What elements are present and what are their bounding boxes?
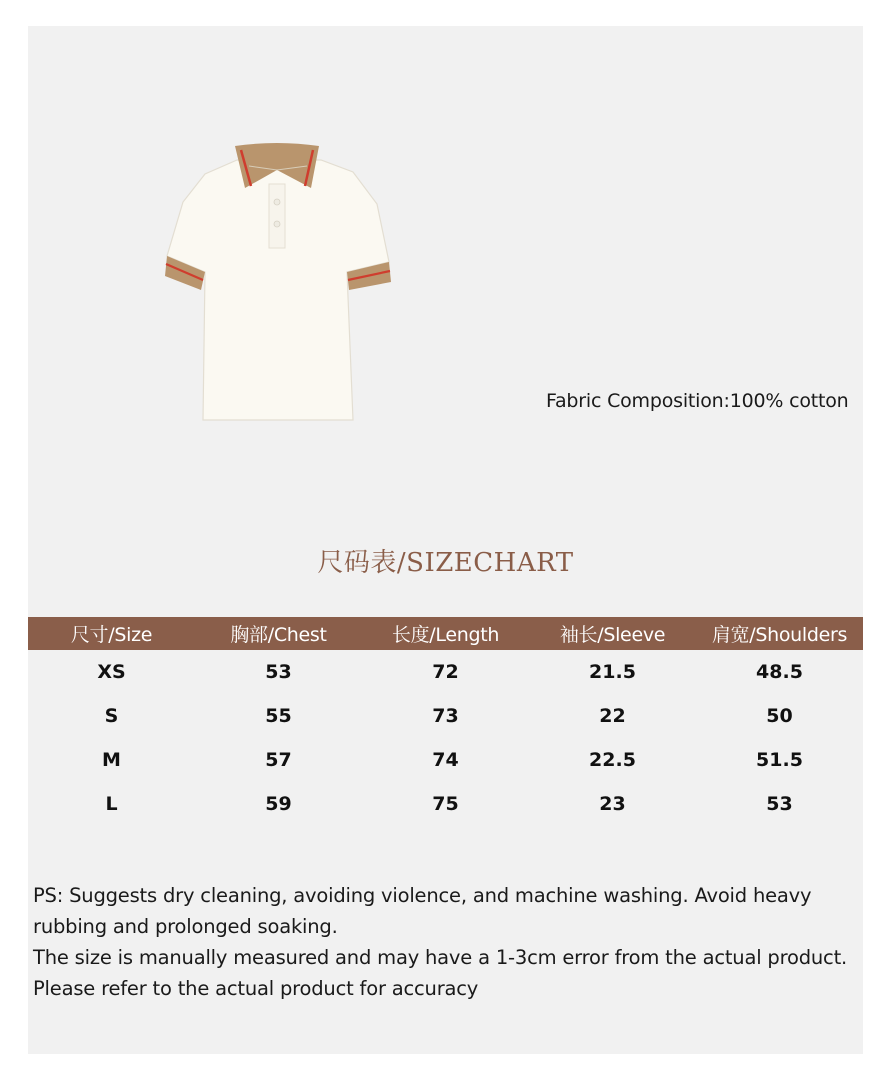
- size-chart-table: [28, 617, 863, 826]
- care-notes: [33, 880, 863, 1004]
- table-cell: L: [105, 793, 118, 815]
- table-header-row: [28, 617, 863, 650]
- table-row: [28, 694, 863, 738]
- table-cell: 72: [432, 661, 459, 683]
- accuracy-note: Please refer to the actual product for accuracy: [33, 977, 479, 1000]
- table-cell: 53: [766, 793, 793, 815]
- fabric-composition: Fabric Composition:100% cotton: [546, 390, 849, 412]
- table-cell: 23: [599, 793, 626, 815]
- measurement-disclaimer: The size is manually measured and may have a 1-3cm error from the actual product.: [33, 946, 848, 969]
- table-cell: 57: [265, 749, 292, 771]
- table-cell: 53: [265, 661, 292, 683]
- table-cell: 51.5: [756, 749, 803, 771]
- table-cell: 48.5: [756, 661, 803, 683]
- polo-shirt-image: [165, 140, 393, 426]
- column-header-length: 长度/Length: [362, 617, 529, 650]
- table-cell: 21.5: [589, 661, 636, 683]
- care-instructions: PS: Suggests dry cleaning, avoiding violence, and machine washing. Avoid heavy rubbing and prolonged soaking.: [33, 884, 812, 938]
- table-cell: 59: [265, 793, 292, 815]
- table-cell: XS: [97, 661, 126, 683]
- column-header-shoulders: 肩宽/Shoulders: [696, 617, 863, 650]
- table-row: [28, 738, 863, 782]
- table-row: [28, 650, 863, 694]
- table-cell: 74: [432, 749, 459, 771]
- column-header-size: 尺寸/Size: [28, 617, 195, 650]
- table-cell: 22: [599, 705, 626, 727]
- table-row: [28, 782, 863, 826]
- table-cell: 55: [265, 705, 292, 727]
- table-cell: 50: [766, 705, 793, 727]
- column-header-chest: 胸部/Chest: [195, 617, 362, 650]
- size-chart-title: 尺码表/SIZECHART: [317, 548, 574, 578]
- column-header-sleeve: 袖长/Sleeve: [529, 617, 696, 650]
- table-cell: 73: [432, 705, 459, 727]
- table-cell: M: [102, 749, 121, 771]
- table-cell: 22.5: [589, 749, 636, 771]
- table-cell: 75: [432, 793, 459, 815]
- table-cell: S: [104, 705, 119, 727]
